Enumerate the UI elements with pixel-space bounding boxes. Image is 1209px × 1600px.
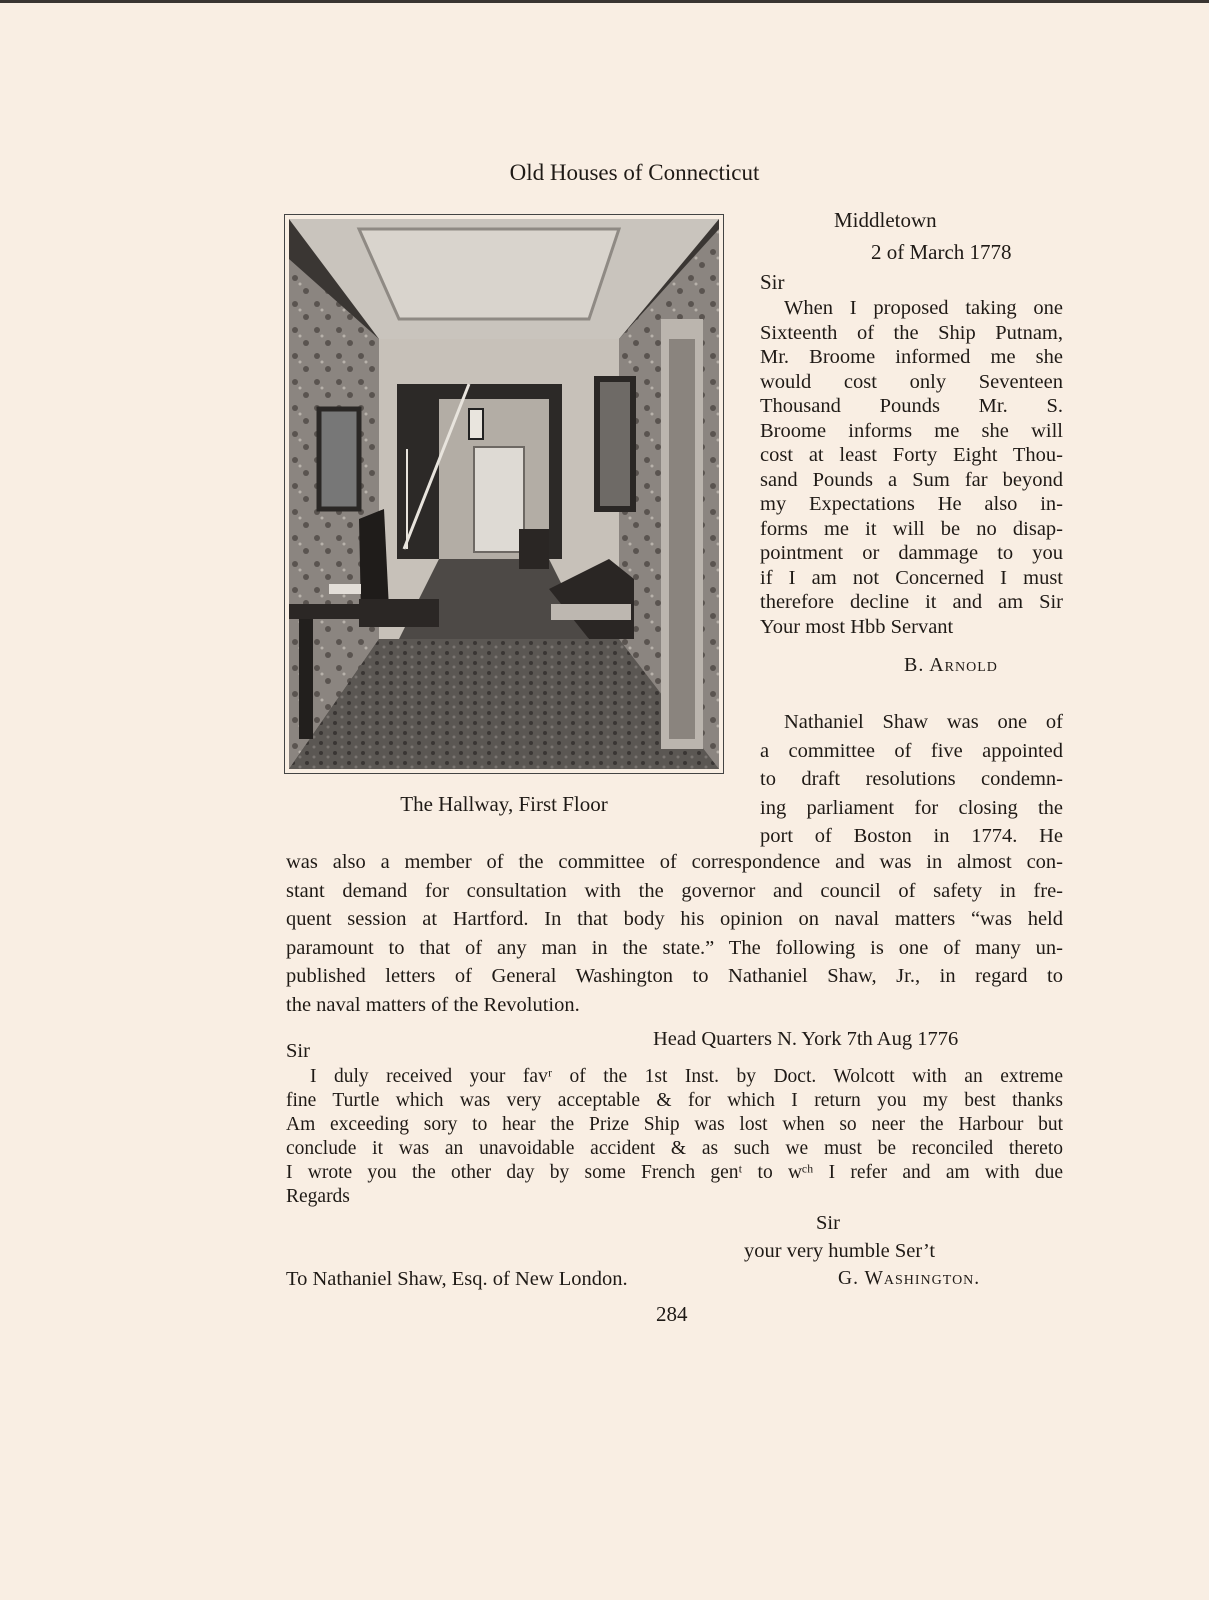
letter-line: cost at least Forty Eight Thou- xyxy=(760,444,1063,466)
letter-line: if I am not Concerned I must xyxy=(760,566,1063,589)
shaw-paragraph-full xyxy=(286,848,1063,1019)
letter-line: When I proposed taking one xyxy=(784,297,1063,319)
paragraph-line: quent session at Hartford. In that body his opinion on naval matters “was held xyxy=(286,908,1063,930)
washington-letter-body xyxy=(286,1065,1063,1209)
letter-line: pointment or dammage to you xyxy=(760,542,1063,564)
paragraph-line: stant demand for consultation with the governor and council of safety in fre- xyxy=(286,879,1063,902)
letter-line: would cost only Seventeen xyxy=(760,370,1063,393)
closing-line: your very humble Ser’t xyxy=(744,1240,936,1262)
letter-line: Am exceeding sory to hear the Prize Ship was lost when so neer the Harbour but xyxy=(286,1114,1063,1135)
paragraph-line: published letters of General Washington to Nathaniel Shaw, Jr., in regard to xyxy=(286,965,1063,987)
page-title: Old Houses of Connecticut xyxy=(509,160,760,185)
paragraph-line: a committee of five appointed xyxy=(760,739,1063,762)
letter-line: Regards xyxy=(286,1186,350,1207)
addressee: To Nathaniel Shaw, Esq. of New London. xyxy=(286,1268,628,1290)
letter-line: Thousand Pounds Mr. S. xyxy=(760,395,1063,417)
paragraph-line: to draft resolutions condemn- xyxy=(760,768,1063,790)
letter-line: I wrote you the other day by some French genᵗ to wᶜʰ I refer and am with due xyxy=(286,1162,1063,1183)
letter-line: I duly received your favʳ of the 1st Inst. by Doct. Wolcott with an extreme xyxy=(310,1066,1063,1087)
shaw-paragraph-column xyxy=(760,708,1063,851)
letter-salutation: Sir xyxy=(760,270,785,294)
running-header xyxy=(0,160,1209,186)
closing-sir: Sir xyxy=(816,1212,840,1234)
letter-date: 2 of March 1778 xyxy=(871,240,1012,264)
letter-line: fine Turtle which was very acceptable & for which I return you my best thanks xyxy=(286,1090,1063,1111)
scan-top-edge xyxy=(0,0,1209,3)
paragraph-line: Nathaniel Shaw was one of xyxy=(784,711,1063,733)
arnold-signature: B. Arnold xyxy=(904,654,998,676)
paragraph-line: port of Boston in 1774. He xyxy=(760,825,1063,847)
letter-line: therefore decline it and am Sir xyxy=(760,591,1063,613)
paragraph-line: paramount to that of any man in the state.” The following is one of many un- xyxy=(286,936,1063,959)
washington-signature: G. Washington. xyxy=(838,1268,981,1289)
letter-line: conclude it was an unavoidable accident & as such we must be reconciled thereto xyxy=(286,1138,1063,1159)
paragraph-line: the naval matters of the Revolution. xyxy=(286,993,580,1016)
letter-line: Sixteenth of the Ship Putnam, xyxy=(760,321,1063,344)
page-number: 284 xyxy=(656,1302,688,1326)
letter-line: sand Pounds a Sum far beyond xyxy=(760,468,1063,491)
hallway-photo xyxy=(284,214,724,774)
paragraph-line: was also a member of the committee of correspondence and was in almost con- xyxy=(286,851,1063,873)
letter-line: forms me it will be no disap- xyxy=(760,517,1063,540)
photo-caption: The Hallway, First Floor xyxy=(400,792,608,816)
arnold-letter-body xyxy=(760,296,1063,639)
letter-place: Middletown xyxy=(834,208,937,232)
letter-line: Mr. Broome informed me she xyxy=(760,346,1063,368)
washington-salutation: Sir xyxy=(286,1040,310,1062)
washington-letter-heading: Head Quarters N. York 7th Aug 1776 xyxy=(653,1028,959,1050)
hallway-photo-image xyxy=(289,219,719,769)
paragraph-line: ing parliament for closing the xyxy=(760,796,1063,819)
letter-line: Broome informs me she will xyxy=(760,419,1063,442)
letter-line: my Expectations He also in- xyxy=(760,493,1063,515)
letter-line: Your most Hbb Servant xyxy=(760,615,954,638)
